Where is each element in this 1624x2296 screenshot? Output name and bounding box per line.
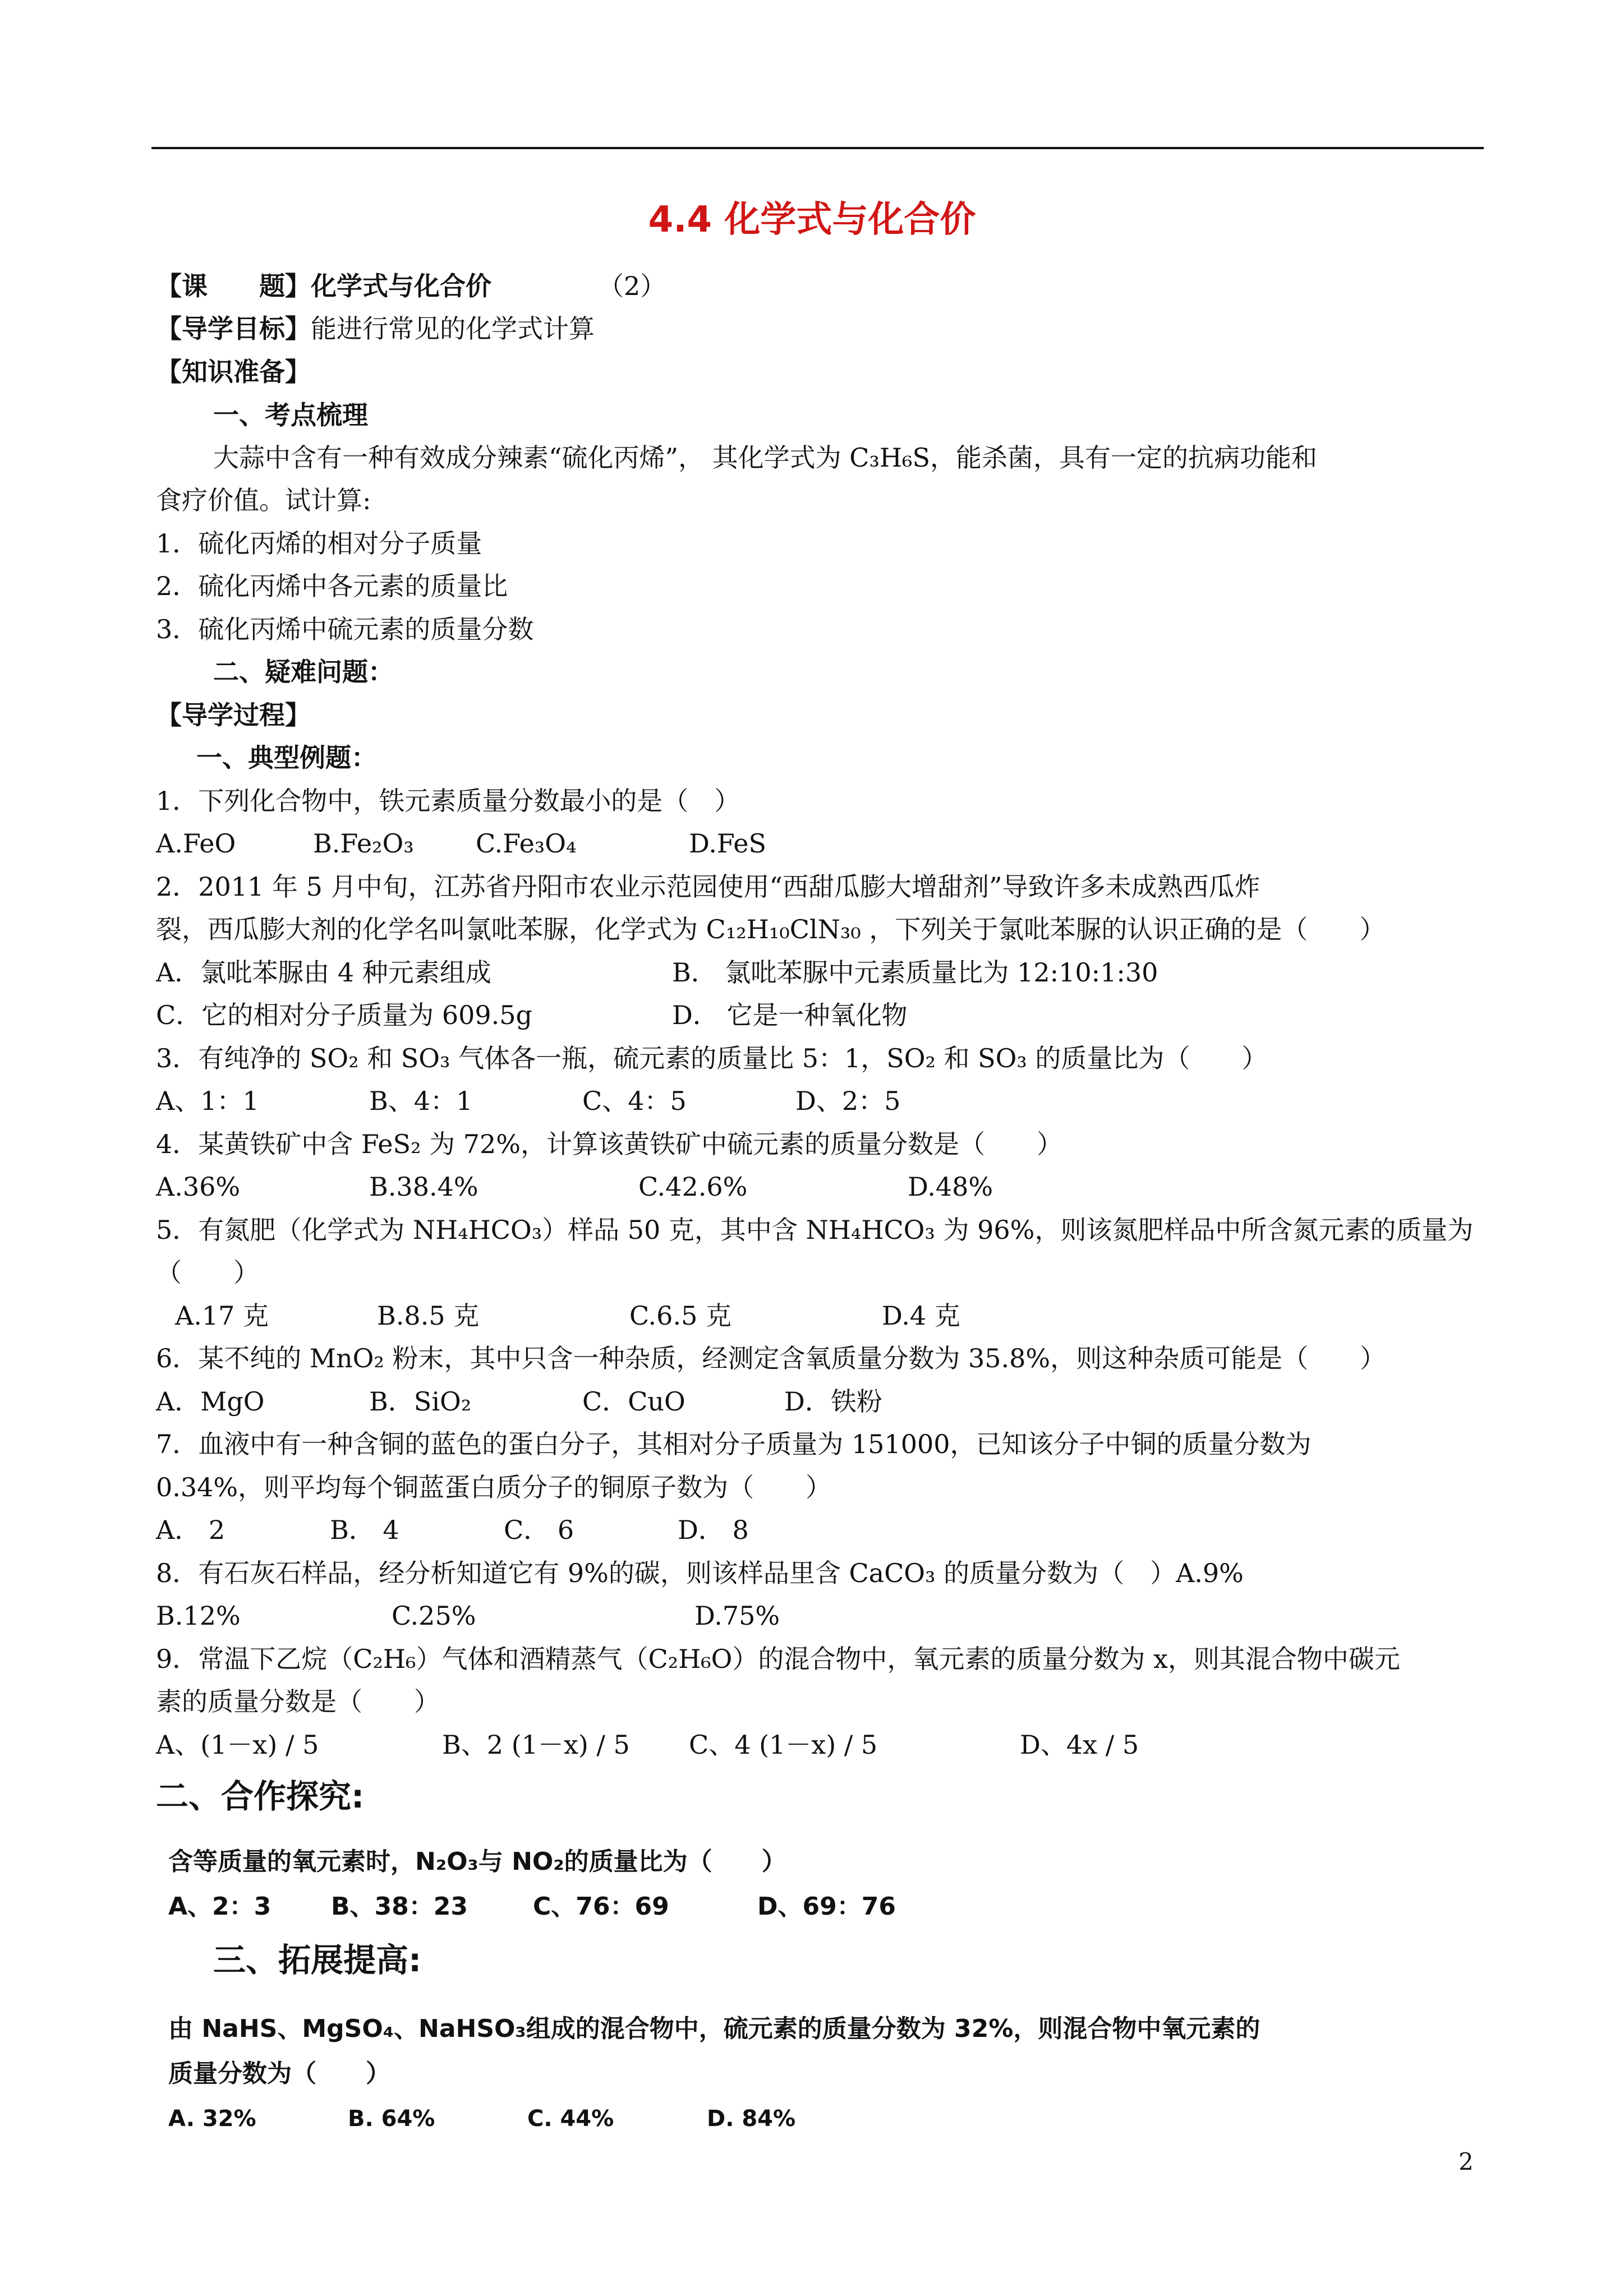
page-number: 2 [1459,2148,1474,2175]
kaodian-para2: 食疗价值。试计算: [156,485,371,515]
header-rule [151,147,1484,149]
q6-stem: 6．某不纯的 MnO₂ 粉末，其中只含一种杂质，经测定含氧质量分数为 35.8%，则这种杂质可能是（ ） [156,1343,1386,1373]
ext-heading: 三、拓展提高: [213,1941,422,1979]
kaodian-item-1: 1．硫化丙烯的相对分子质量 [156,528,482,559]
coop-stem: 含等质量的氧元素时，N₂O₃与 NO₂的质量比为（ ） [168,1847,786,1876]
ext-stem-2: 质量分数为（ ） [168,2059,390,2088]
kaodian-item-3: 3．硫化丙烯中硫元素的质量分数 [156,614,534,644]
q9-options: A、(1－x) / 5 B、2 (1－x) / 5 C、4 (1－x) / 5 D、4x / 5 [156,1730,1139,1760]
q7-stem-1: 7．血液中有一种含铜的蓝色的蛋白分子，其相对分子质量为 151000，已知该分子中铜的质量分数为 [156,1429,1312,1459]
coop-options: A、2：3 B、38：23 C、76：69 D、69：76 [168,1892,896,1921]
q5-options: A.17 克 B.8.5 克 C.6.5 克 D.4 克 [175,1301,960,1331]
q8-stem: 8．有石灰石样品，经分析知道它有 9%的碳，则该样品里含 CaCO₃ 的质量分数为（ ）A.9% [156,1558,1244,1588]
q2-stem-2: 裂，西瓜膨大剂的化学名叫氯吡苯脲，化学式为 C₁₂H₁₀ClN₃₀ ，下列关于氯吡苯脲的认识正确的是（ ） [156,914,1386,944]
q2-stem-1: 2．2011 年 5 月中旬，江苏省丹阳市农业示范园使用“西甜瓜膨大增甜剂”导致许多未成熟西瓜炸 [156,872,1260,902]
q8-options: B.12% C.25% D.75% [156,1601,780,1631]
q2-options-ab: A．氯吡苯脲由 4 种元素组成 B． 氯吡苯脲中元素质量比为 12:10:1:30 [156,957,1158,988]
coop-heading: 二、合作探究: [156,1777,365,1815]
kaodian-item-2: 2．硫化丙烯中各元素的质量比 [156,571,508,601]
q1-stem: 1．下列化合物中，铁元素质量分数最小的是（ ） [156,786,740,816]
q4-options: A.36% B.38.4% C.42.6% D.48% [156,1172,993,1202]
q4-stem: 4．某黄铁矿中含 FeS₂ 为 72%，计算该黄铁矿中硫元素的质量分数是（ ） [156,1129,1062,1159]
process-label: 【导学过程】 [156,700,311,730]
q5-stem-2: （ ） [156,1257,259,1288]
q9-stem-1: 9．常温下乙烷（C₂H₆）气体和酒精蒸气（C₂H₆O）的混合物中，氧元素的质量分数为 x，则其混合物中碳元 [156,1644,1400,1674]
q1-options: A.FeO B.Fe₂O₃ C.Fe₃O₄ D.FeS [156,828,766,859]
q7-options: A． 2 B． 4 C． 6 D． 8 [156,1515,749,1545]
yinan-heading: 二、疑难问题： [213,657,394,687]
q5-stem-1: 5．有氮肥（化学式为 NH₄HCO₃）样品 50 克，其中含 NH₄HCO₃ 为 96%，则该氮肥样品中所含氮元素的质量为 [156,1215,1474,1245]
prep-label: 【知识准备】 [156,357,311,387]
topic-line: 【课 题】化学式与化合价 （2） [156,271,666,301]
examples-heading: 一、典型例题： [196,743,377,773]
q3-options: A、1：1 B、4：1 C、4：5 D、2：5 [156,1086,901,1116]
kaodian-para1: 大蒜中含有一种有效成分辣素“硫化丙烯”， 其化学式为 C₃H₆S，能杀菌，具有一定的抗病功能和 [213,442,1317,473]
ext-stem-1: 由 NaHS、MgSO₄、NaHSO₃组成的混合物中，硫元素的质量分数为 32%，则混合物中氧元素的 [168,2014,1260,2043]
q3-stem: 3．有纯净的 SO₂ 和 SO₃ 气体各一瓶，硫元素的质量比 5：1，SO₂ 和 SO₃ 的质量比为（ ） [156,1043,1268,1073]
goal-line: 【导学目标】能进行常见的化学式计算 [156,313,595,344]
ext-options: A. 32% B. 64% C. 44% D. 84% [168,2106,796,2132]
kaodian-heading: 一、考点梳理 [213,400,368,430]
q7-stem-2: 0.34%，则平均每个铜蓝蛋白质分子的铜原子数为（ ） [156,1472,832,1502]
page-title: 4.4 化学式与化合价 [648,199,976,241]
q9-stem-2: 素的质量分数是（ ） [156,1686,440,1717]
q6-options: A．MgO B．SiO₂ C．CuO D．铁粉 [156,1386,882,1417]
q2-options-cd: C．它的相对分子质量为 609.5g D． 它是一种氧化物 [156,1000,908,1030]
